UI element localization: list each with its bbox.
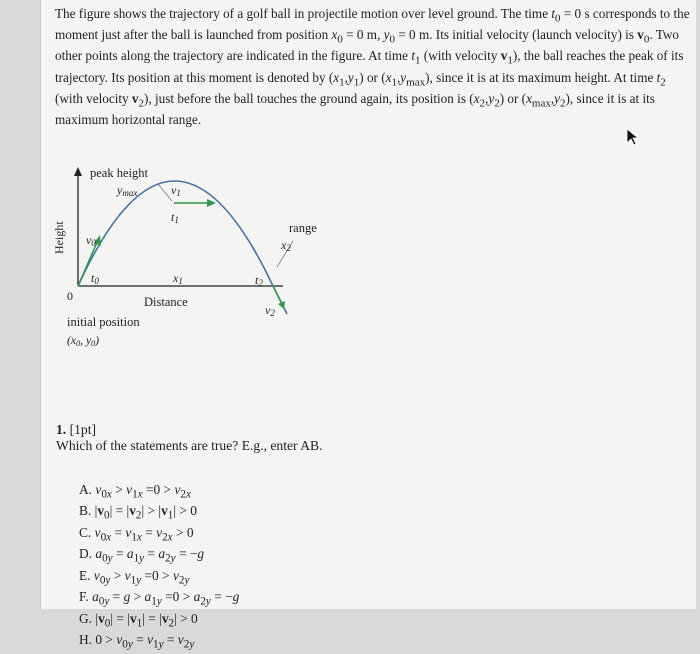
v2-label: v2 xyxy=(265,303,275,318)
range-label: range xyxy=(289,221,317,235)
initial-coords-label: (x0, y0) xyxy=(67,335,100,348)
peak-height-label: peak height xyxy=(90,166,148,180)
option-e: E. $v_{0y} > v_{1y} =0 > v_{2y}$ xyxy=(79,567,190,587)
x1-label: x1 xyxy=(173,271,183,286)
trajectory-diagram xyxy=(41,158,361,358)
options-list xyxy=(79,482,239,654)
x2-label: x2 xyxy=(281,238,291,253)
option-f: F. $a_{0y} = g > a_{1y} =0 > a_{2y} = -g$ xyxy=(79,589,240,609)
option-g: G. $|v_0| = |v_1| = |v_2| > 0$ xyxy=(79,610,198,630)
t0-label: t0 xyxy=(91,271,99,286)
distance-label: Distance xyxy=(144,295,188,309)
ymax-leader xyxy=(158,184,172,201)
problem-statement: The figure shows the trajectory of a golf ball in projectile motion over level ground. The time $t_0 = 0$ s corresponds to the moment just after the ball is launched from position $x_0 = 0$ m, $y_0 = 0$ m. Its initial velocity (launch velocity) is $v_0$. Two other points along the trajectory are indicated in the figure. At time $t_1$ (with velocity $v_1$), the ball reaches the peak of its trajectory. Its position at this moment is denoted by $(x_1,y_1)$ or $(x_1,y_{max})$, since it is at its maximum height. At time $t_2$ (with velocity $v_2$), just before the ball touches the ground again, its position is $(x_2,y_2)$ or $(x_{max},y_2)$, since it is at its maximum horizontal range. xyxy=(55,6,690,128)
option-h: H. $0 > v_{0y} = v_{1y} = v_{2y}$ xyxy=(79,632,195,651)
v1-label: v1 xyxy=(171,183,181,198)
t2-label: t2 xyxy=(255,273,263,288)
worksheet-page xyxy=(40,0,696,651)
origin-label: 0 xyxy=(67,289,73,303)
mouse-cursor-icon xyxy=(626,128,640,146)
t1-label: t1 xyxy=(171,210,179,225)
option-c: C. $v_{0x} = v_{1x} = v_{2x} > 0$ xyxy=(79,524,194,544)
ymax-label: ymax xyxy=(117,183,138,198)
v0-label: v0 xyxy=(86,233,96,248)
initial-position-label: initial position xyxy=(67,315,140,329)
option-a: A. $v_{0x} > v_{1x} =0 > v_{2x}$ xyxy=(79,482,191,501)
option-b: B. $|v_0| = |v_2| > |v_1| > 0$ xyxy=(79,503,197,523)
height-axis-label: Height xyxy=(52,221,66,254)
v2-vector xyxy=(273,286,282,304)
question-prompt: Which of the statements are true? E.g., enter AB. xyxy=(56,438,323,453)
v1-arrowhead xyxy=(207,199,216,207)
option-d: D. $a_{0y} = a_{1y} = a_{2y} = -g$ xyxy=(79,546,205,566)
question-header: 1. [1pt] xyxy=(56,422,97,437)
y-axis-arrow xyxy=(74,167,82,176)
